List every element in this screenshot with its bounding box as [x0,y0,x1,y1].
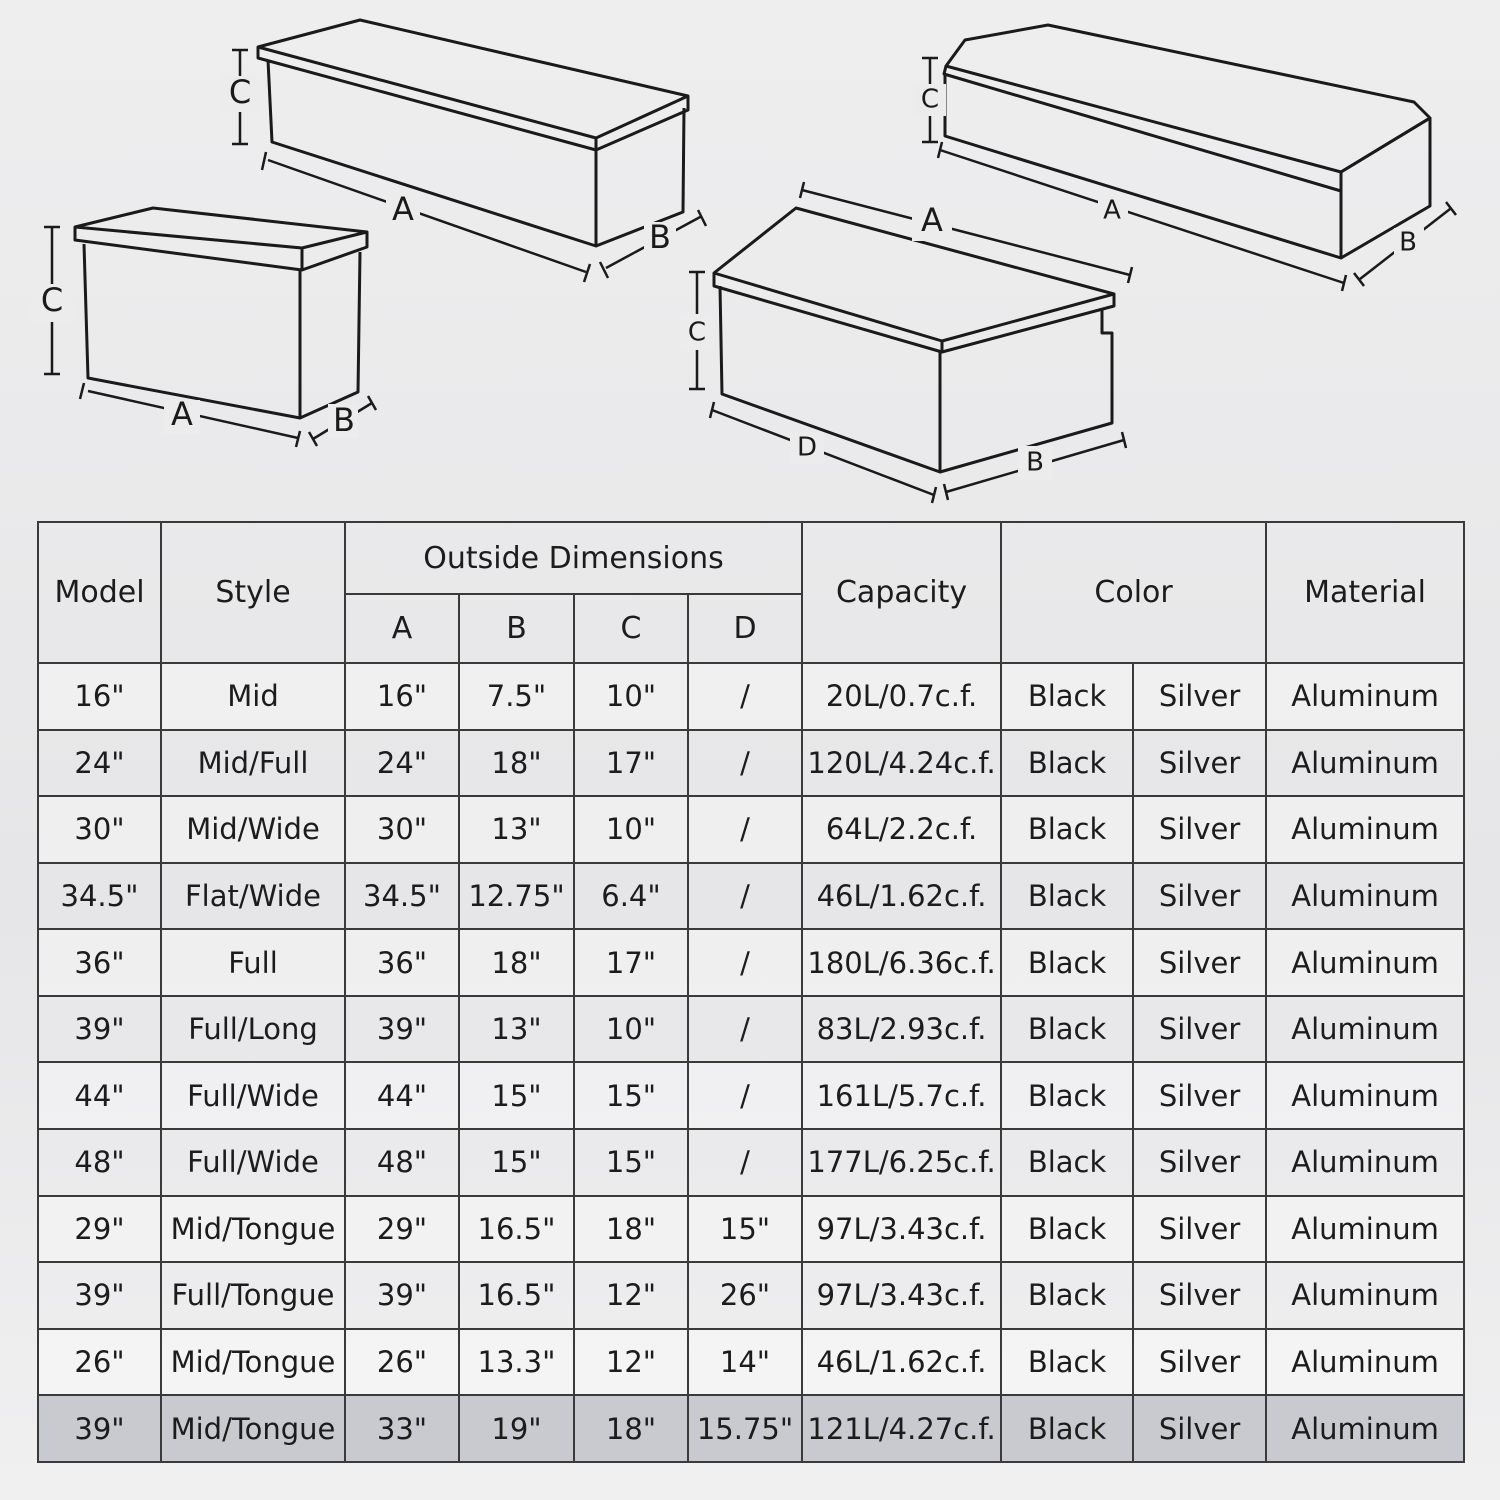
cell-material: Aluminum [1266,929,1464,996]
cell-color-silver: Silver [1133,1329,1266,1396]
cell-dim-b: 13" [459,796,574,863]
cell-dim-a: 26" [345,1329,459,1396]
cell-model: 39" [38,1262,161,1329]
cell-dim-a: 16" [345,663,459,730]
cell-dim-a: 36" [345,929,459,996]
cell-dim-a: 39" [345,1262,459,1329]
spec-table-body [38,663,1464,1462]
box2-label-a: A [392,190,414,228]
header-dim-b: B [459,594,574,663]
cell-color-black: Black [1001,1262,1133,1329]
cell-color-silver: Silver [1133,1262,1266,1329]
box3-label-a: A [921,201,943,239]
cell-dim-b: 12.75" [459,863,574,930]
cell-dim-b: 13" [459,996,574,1063]
table-row [38,1395,1464,1462]
cell-material: Aluminum [1266,1262,1464,1329]
cell-material: Aluminum [1266,863,1464,930]
cell-style: Mid/Tongue [161,1196,345,1263]
cell-dim-d: / [688,730,802,797]
cell-color-black: Black [1001,1129,1133,1196]
cell-style: Full [161,929,345,996]
cell-dim-a: 34.5" [345,863,459,930]
header-capacity: Capacity [802,522,1001,663]
cell-material: Aluminum [1266,730,1464,797]
cell-capacity: 97L/3.43c.f. [802,1262,1001,1329]
cell-color-silver: Silver [1133,730,1266,797]
box4-label-c: C [920,84,940,115]
cell-dim-d: 15" [688,1196,802,1263]
spec-table [37,521,1465,1463]
cell-dim-a: 30" [345,796,459,863]
header-outside-dimensions: Outside Dimensions [345,522,802,594]
box4-label-a: A [1103,195,1121,226]
table-row [38,1196,1464,1263]
box3-label-b: B [1026,447,1044,478]
cell-material: Aluminum [1266,1062,1464,1129]
cell-dim-d: / [688,929,802,996]
cell-color-silver: Silver [1133,863,1266,930]
cell-dim-b: 19" [459,1395,574,1462]
header-material: Material [1266,522,1464,663]
cell-color-black: Black [1001,996,1133,1063]
cell-capacity: 83L/2.93c.f. [802,996,1001,1063]
cell-color-black: Black [1001,929,1133,996]
box4-label-b: B [1399,227,1417,258]
cell-dim-d: 15.75" [688,1395,802,1462]
cell-dim-c: 6.4" [574,863,688,930]
box1-label-b: B [333,401,355,439]
cell-dim-b: 18" [459,929,574,996]
table-row [38,996,1464,1063]
box2-label-b: B [649,218,671,256]
box1-label-a: A [171,395,193,433]
cell-capacity: 20L/0.7c.f. [802,663,1001,730]
cell-dim-b: 7.5" [459,663,574,730]
cell-capacity: 180L/6.36c.f. [802,929,1001,996]
cell-dim-c: 17" [574,929,688,996]
cell-dim-a: 39" [345,996,459,1063]
cell-model: 44" [38,1062,161,1129]
cell-style: Mid [161,663,345,730]
cell-color-black: Black [1001,796,1133,863]
cell-material: Aluminum [1266,1329,1464,1396]
cell-model: 34.5" [38,863,161,930]
table-row [38,1329,1464,1396]
cell-dim-c: 15" [574,1129,688,1196]
cell-dim-c: 18" [574,1196,688,1263]
cell-model: 16" [38,663,161,730]
cell-color-silver: Silver [1133,796,1266,863]
cell-style: Flat/Wide [161,863,345,930]
cell-color-black: Black [1001,663,1133,730]
dimension-diagrams [0,0,1500,510]
diagram-box-tongue [680,182,1132,503]
cell-dim-c: 12" [574,1262,688,1329]
diagram-box-small [30,208,376,447]
cell-dim-c: 10" [574,663,688,730]
cell-color-black: Black [1001,1196,1133,1263]
cell-material: Aluminum [1266,1129,1464,1196]
cell-model: 30" [38,796,161,863]
cell-dim-b: 15" [459,1129,574,1196]
cell-color-black: Black [1001,1329,1133,1396]
cell-capacity: 97L/3.43c.f. [802,1196,1001,1263]
cell-dim-d: / [688,1062,802,1129]
diagram-box-flat [914,25,1456,291]
diagram-box-long [222,20,706,282]
cell-dim-d: / [688,663,802,730]
table-row [38,1129,1464,1196]
cell-dim-a: 24" [345,730,459,797]
cell-color-silver: Silver [1133,1196,1266,1263]
cell-dim-b: 18" [459,730,574,797]
cell-model: 29" [38,1196,161,1263]
header-style: Style [161,522,345,663]
cell-dim-b: 16.5" [459,1262,574,1329]
cell-style: Full/Wide [161,1129,345,1196]
cell-color-black: Black [1001,730,1133,797]
cell-dim-a: 33" [345,1395,459,1462]
cell-dim-c: 18" [574,1395,688,1462]
table-row [38,1262,1464,1329]
cell-dim-b: 15" [459,1062,574,1129]
cell-style: Mid/Full [161,730,345,797]
cell-style: Mid/Tongue [161,1395,345,1462]
cell-capacity: 64L/2.2c.f. [802,796,1001,863]
cell-material: Aluminum [1266,996,1464,1063]
cell-color-silver: Silver [1133,996,1266,1063]
cell-material: Aluminum [1266,1196,1464,1263]
cell-style: Mid/Tongue [161,1329,345,1396]
cell-color-black: Black [1001,863,1133,930]
cell-color-black: Black [1001,1395,1133,1462]
cell-dim-c: 17" [574,730,688,797]
box3-label-d: D [796,432,818,463]
cell-model: 36" [38,929,161,996]
header-dim-c: C [574,594,688,663]
header-model: Model [38,522,161,663]
table-row [38,929,1464,996]
cell-style: Full/Long [161,996,345,1063]
box1-label-c: C [40,281,64,319]
cell-style: Mid/Wide [161,796,345,863]
box3-label-c: C [687,317,707,348]
box2-label-c: C [228,73,252,111]
cell-capacity: 46L/1.62c.f. [802,863,1001,930]
cell-color-black: Black [1001,1062,1133,1129]
cell-style: Full/Wide [161,1062,345,1129]
cell-style: Full/Tongue [161,1262,345,1329]
cell-capacity: 161L/5.7c.f. [802,1062,1001,1129]
cell-dim-d: 26" [688,1262,802,1329]
cell-dim-a: 29" [345,1196,459,1263]
cell-material: Aluminum [1266,796,1464,863]
header-dim-a: A [345,594,459,663]
header-dim-d: D [688,594,802,663]
cell-capacity: 121L/4.27c.f. [802,1395,1001,1462]
cell-dim-b: 16.5" [459,1196,574,1263]
table-row [38,863,1464,930]
cell-dim-c: 12" [574,1329,688,1396]
cell-dim-a: 44" [345,1062,459,1129]
cell-capacity: 46L/1.62c.f. [802,1329,1001,1396]
cell-material: Aluminum [1266,1395,1464,1462]
cell-color-silver: Silver [1133,1395,1266,1462]
cell-dim-c: 10" [574,796,688,863]
cell-dim-b: 13.3" [459,1329,574,1396]
cell-capacity: 120L/4.24c.f. [802,730,1001,797]
cell-dim-c: 15" [574,1062,688,1129]
cell-color-silver: Silver [1133,1129,1266,1196]
cell-material: Aluminum [1266,663,1464,730]
cell-dim-d: / [688,863,802,930]
cell-model: 39" [38,1395,161,1462]
table-row [38,730,1464,797]
cell-model: 26" [38,1329,161,1396]
cell-dim-d: / [688,1129,802,1196]
cell-model: 48" [38,1129,161,1196]
cell-dim-a: 48" [345,1129,459,1196]
cell-color-silver: Silver [1133,663,1266,730]
cell-dim-d: / [688,996,802,1063]
cell-color-silver: Silver [1133,929,1266,996]
cell-dim-d: 14" [688,1329,802,1396]
cell-dim-d: / [688,796,802,863]
header-color: Color [1001,522,1266,663]
table-row [38,796,1464,863]
table-row [38,1062,1464,1129]
cell-model: 24" [38,730,161,797]
cell-dim-c: 10" [574,996,688,1063]
cell-capacity: 177L/6.25c.f. [802,1129,1001,1196]
cell-color-silver: Silver [1133,1062,1266,1129]
cell-model: 39" [38,996,161,1063]
table-row [38,663,1464,730]
